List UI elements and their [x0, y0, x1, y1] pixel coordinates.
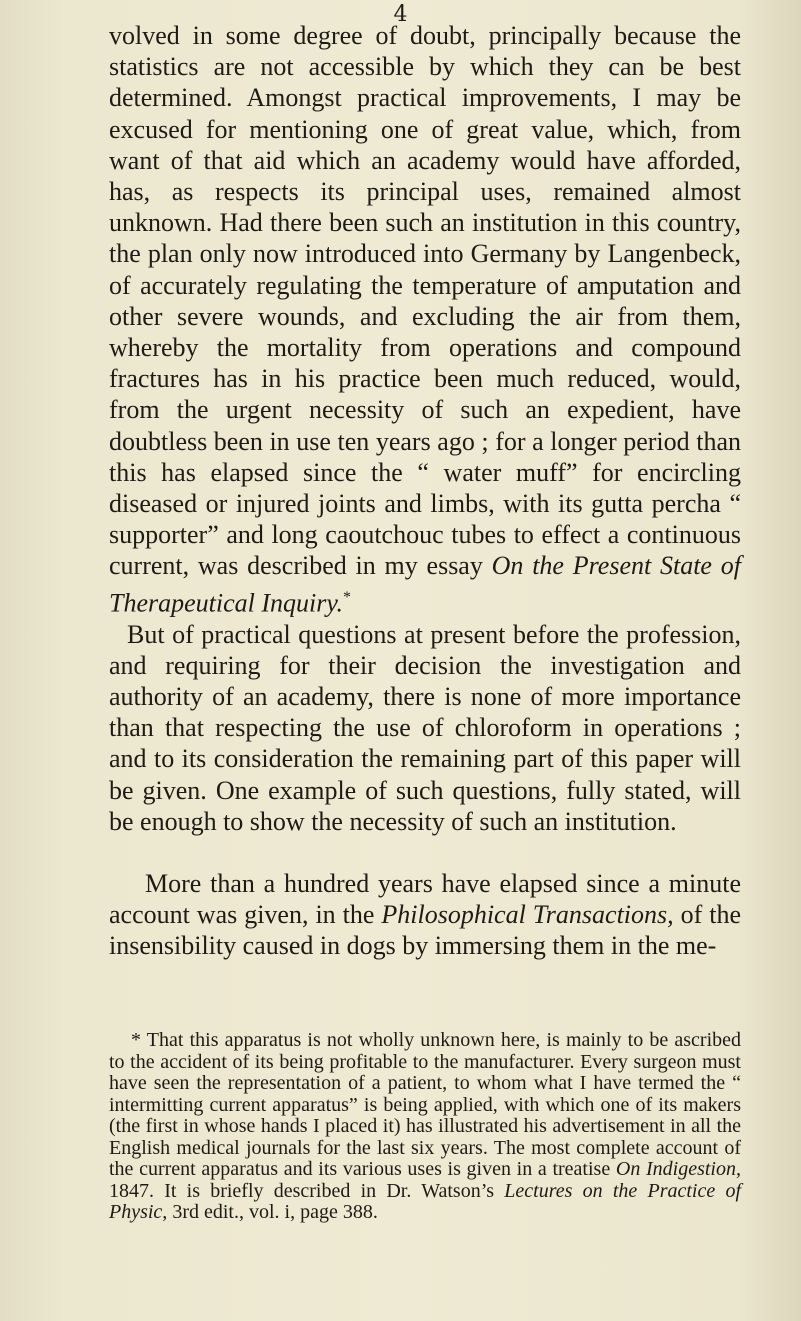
page-number: 4	[393, 2, 408, 27]
paragraph-1	[109, 20, 741, 619]
footnote	[109, 1030, 741, 1224]
footnote-text-b: 1847. It is briefly described in Dr. Watson’s	[109, 1179, 505, 1202]
footnote-text-a: * That this apparatus is not wholly unknown here, is mainly to be ascribed to the accident of its being profitable to the manufacturer. Every surgeon must have seen the representation of a patient, to whom what I have termed the “ intermitting current apparatus” is being applied, with which one of its makers (the first in whose hands I placed it) has illustrated his advertisement in all the English medical journals for the last six years. The most complete account of the current apparatus and its various uses is given in a treatise	[109, 1029, 741, 1180]
paragraph-3-text-a: More than a hundred years have elapsed since a minute account was given, in the	[109, 868, 741, 930]
essay-title: On the Present State of Therapeutical Inquiry.	[109, 551, 741, 618]
paragraph-3-text-b: of the insensibility caused in dogs by immersing them in the me-	[109, 900, 742, 961]
paragraph-3	[109, 868, 741, 962]
paragraph-1-text: volved in some degree of doubt, principally because the statistics are not accessible by which they can be best determined. Amongst practical improvements, I may be excused for mentioning one of great value, which, from want of that aid which an academy would have afforded, has, as respects its principal uses, remained almost unknown. Had there been such an institution in this country, the plan only now introduced into Germany by Langenbeck, of accurately regulating the temperature of amputation and other severe wounds, and excluding the air from them, whereby the mortality from operations and compound fractures has in his practice been much reduced, would, from the urgent necessity of such an expedient, have doubtless been in use ten years ago ; for a longer period than this has elapsed since the “ water muff” for encircling diseased or injured joints and limbs, with its gutta percha “ supporter” and long caoutchouc tubes to effect a continuous current, was described in my essay	[109, 21, 741, 581]
body-text	[109, 20, 741, 962]
footnote-text-c: 3rd edit., vol. i, page 388.	[167, 1201, 378, 1223]
journal-title: Philosophical Transactions,	[381, 900, 674, 930]
footnote-title-indigestion: On Indigestion,	[615, 1158, 741, 1180]
footnote-title-lectures: Lectures on the Practice of Physic,	[109, 1179, 741, 1223]
paragraph-2-text: But of practical questions at present before the profession, and requiring for their decision the investigation and authority of an academy, there is none of more importance than that respecting the use of chloroform in operations ; and to its consideration the remaining part of this paper will be given. One example of such questions, fully stated, will be enough to show the necessity of such an institution.	[109, 619, 741, 836]
footnote-marker: *	[342, 588, 351, 606]
paragraph-2	[109, 619, 741, 837]
footnote-paragraph	[109, 1030, 741, 1224]
